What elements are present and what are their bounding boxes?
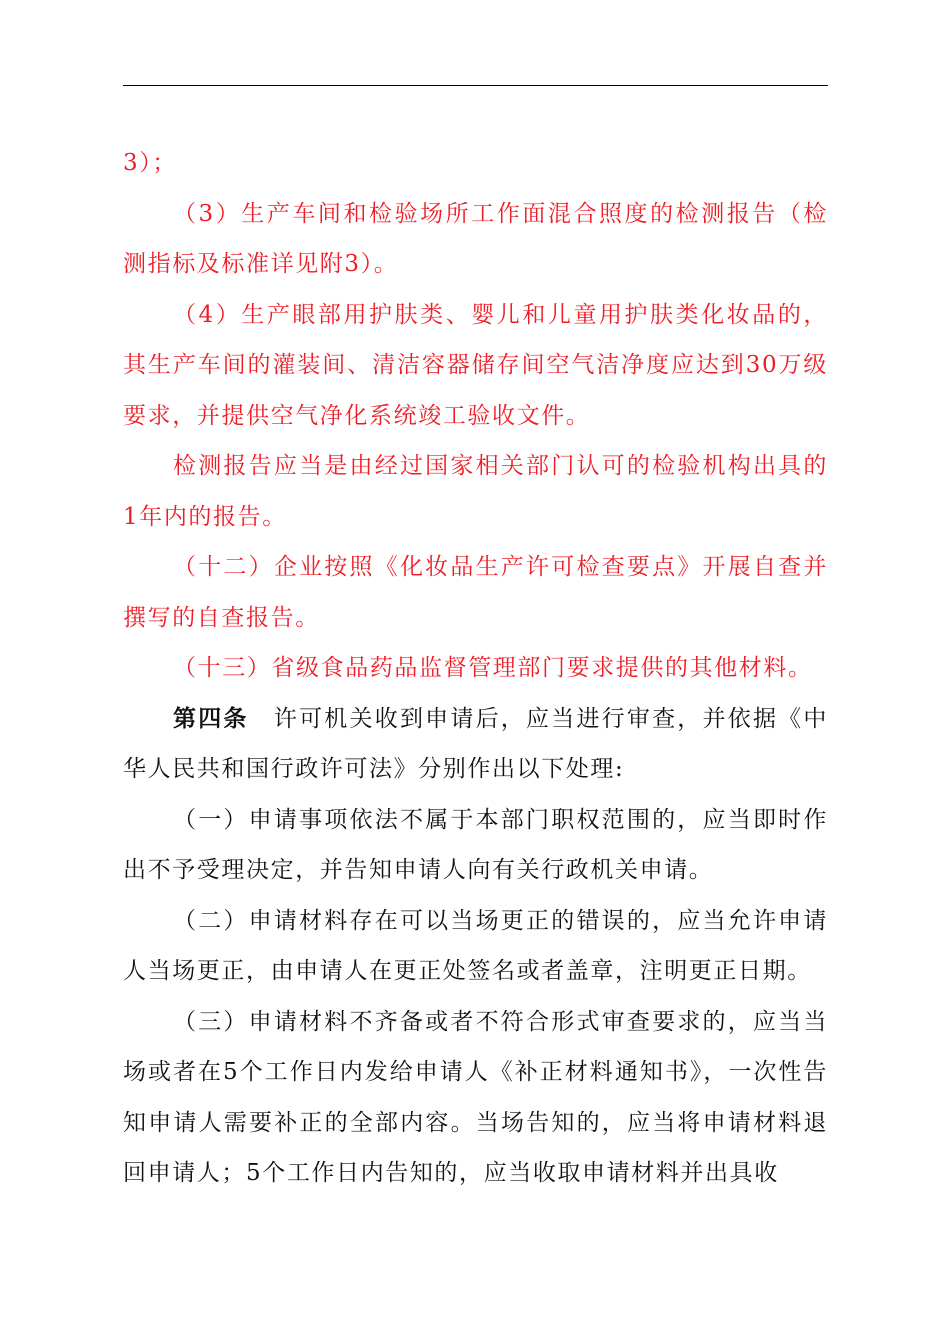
paragraph-item-4: （4）生产眼部用护肤类、婴儿和儿童用护肤类化妆品的，其生产车间的灌装间、清洁容器储存间空气洁净度应达到30万级要求，并提供空气净化系统竣工验收文件。 — [123, 301, 828, 429]
paragraph-clause-1: （一）申请事项依法不属于本部门职权范围的，应当即时作出不予受理决定，并告知申请人向有关行政机关申请。 — [123, 806, 828, 883]
paragraph-item-13: （十三）省级食品药品监督管理部门要求提供的其他材料。 — [173, 655, 813, 681]
paragraph-item-3: （3）生产车间和检验场所工作面混合照度的检测报告（检测指标及标准详见附3）。 — [123, 200, 828, 277]
article-heading: 第四条 — [173, 704, 249, 732]
paragraph-clause-3: （三）申请材料不齐备或者不符合形式审查要求的，应当当场或者在5个工作日内发给申请人《补正材料通知书》，一次性告知申请人需要补正的全部内容。当场告知的，应当将申请材料退回申请人；5个工作日内告知的，应当收取申请材料并出具收 — [123, 1008, 828, 1186]
paragraph-item-12: （十二）企业按照《化妆品生产许可检查要点》开展自查并撰写的自查报告。 — [123, 554, 828, 631]
paragraph-report-requirement: 检测报告应当是由经过国家相关部门认可的检验机构出具的1年内的报告。 — [123, 453, 828, 530]
paragraph-clause-2: （二）申请材料存在可以当场更正的错误的，应当允许申请人当场更正，由申请人在更正处签名或者盖章，注明更正日期。 — [123, 907, 828, 984]
paragraph-continuation: 3）； — [123, 150, 177, 176]
article-text: 许可机关收到申请后，应当进行审查，并依据《中华人民共和国行政许可法》分别作出以下处理: — [123, 705, 828, 782]
header-rule — [123, 85, 828, 86]
paragraph-article-4 — [123, 694, 828, 795]
document-body — [123, 138, 828, 1199]
